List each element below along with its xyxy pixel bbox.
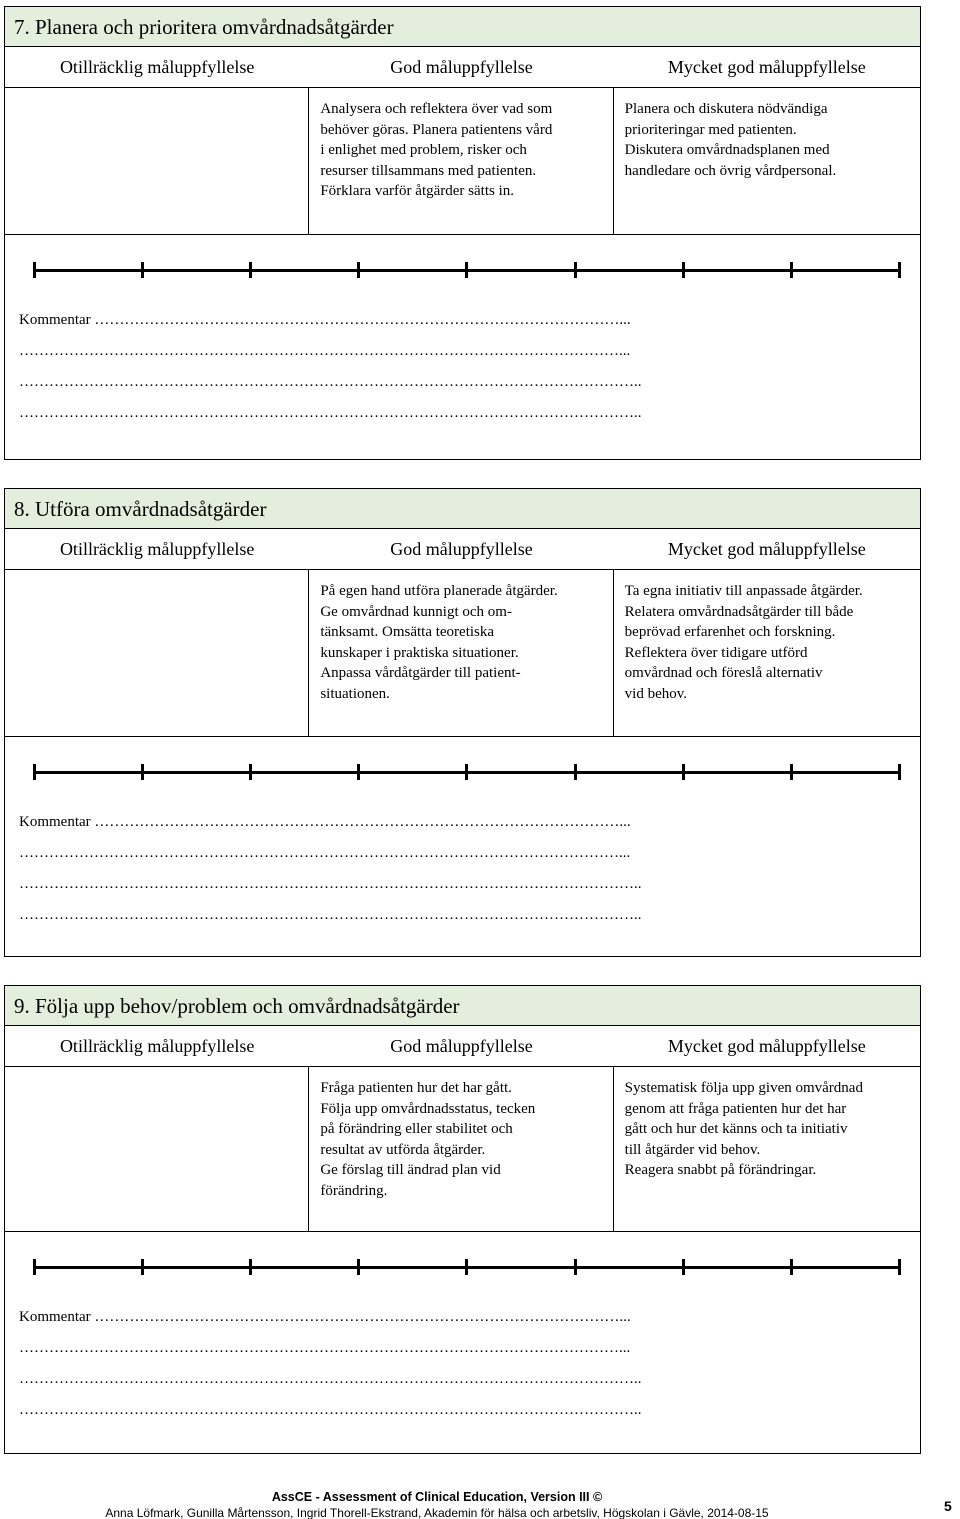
criteria-very-good xyxy=(614,1067,920,1231)
criteria-line: vid behov. xyxy=(624,685,688,702)
scale-tick[interactable] xyxy=(249,764,252,780)
scale-tick[interactable] xyxy=(790,1259,793,1275)
scale-tick[interactable] xyxy=(357,764,360,780)
assessment-scale[interactable] xyxy=(5,235,920,305)
scale-tick[interactable] xyxy=(357,262,360,278)
criteria-line: Ge omvårdnad kunnigt och om- xyxy=(320,603,512,620)
comment-line: …………………………………………………………………………………………………………... xyxy=(19,343,631,359)
criteria-line: handledare och övrig vårdpersonal. xyxy=(624,162,837,179)
scale-tick[interactable] xyxy=(141,764,144,780)
scale-tick[interactable] xyxy=(33,1259,36,1275)
scale-tick[interactable] xyxy=(574,262,577,278)
criteria-line: Relatera omvårdnadsåtgärder till både xyxy=(624,603,854,620)
criteria-line: Ge förslag till ändrad plan vid xyxy=(320,1162,501,1178)
level-good-label: God måluppfyllelse xyxy=(390,1035,533,1056)
criteria-row xyxy=(5,88,920,235)
scale-tick[interactable] xyxy=(141,1259,144,1275)
scale-tick[interactable] xyxy=(898,262,901,278)
criteria-line: kunskaper i praktiska situationer. xyxy=(320,644,519,661)
level-insufficient-label: Otillräcklig måluppfyllelse xyxy=(59,1035,255,1056)
criteria-line: resultat av utförda åtgärder. xyxy=(320,1141,486,1158)
level-very-good-label: Mycket god måluppfyllelse xyxy=(667,1035,866,1056)
level-very-good-label: Mycket god måluppfyllelse xyxy=(667,538,866,559)
scale-tick[interactable] xyxy=(898,1259,901,1275)
criteria-line: på förändring eller stabilitet och xyxy=(320,1121,513,1137)
comment-line: …………………………………………………………………………………………………………….. xyxy=(19,876,642,892)
criteria-row xyxy=(5,1067,920,1232)
assessment-scale[interactable] xyxy=(5,1232,920,1302)
criteria-line: i enlighet med problem, risker och xyxy=(320,142,527,158)
comment-line: Kommentar ……………………………………………………………………………………………... xyxy=(19,312,631,328)
criteria-line: situationen. xyxy=(320,685,390,702)
criteria-line: Diskutera omvårdnadsplanen med xyxy=(624,142,830,158)
level-header-row xyxy=(5,47,920,88)
criteria-line: Anpassa vårdåtgärder till patient- xyxy=(320,665,521,681)
criteria-line: omvårdnad och föreslå alternativ xyxy=(624,665,823,681)
criteria-line: förändring. xyxy=(320,1182,388,1199)
criteria-line: Ta egna initiativ till anpassade åtgärder. xyxy=(624,583,863,599)
scale-tick[interactable] xyxy=(682,764,685,780)
level-insufficient-label: Otillräcklig måluppfyllelse xyxy=(59,56,255,77)
scale-tick[interactable] xyxy=(465,1259,468,1275)
comment-area[interactable] xyxy=(5,807,920,931)
footer-authors: Anna Löfmark, Gunilla Mårtensson, Ingrid Thorell-Ekstrand, Akademin för hälsa och arbetsliv, Högskolan i Gävle, 2014-08-15 xyxy=(105,1506,769,1519)
criteria-line: Förklara varför åtgärder sätts in. xyxy=(320,183,515,199)
comment-area[interactable] xyxy=(5,1302,920,1426)
level-good-label: God måluppfyllelse xyxy=(390,538,533,559)
criteria-line: gått och hur det känns och ta initiativ xyxy=(624,1121,848,1137)
level-good-label: God måluppfyllelse xyxy=(390,56,533,77)
section-title: 8. Utföra omvårdnadsåtgärder xyxy=(5,489,920,529)
comment-line: …………………………………………………………………………………………………………... xyxy=(19,1340,631,1356)
level-header-row xyxy=(5,1026,920,1067)
criteria-line: Reagera snabbt på förändringar. xyxy=(624,1162,817,1178)
page-number: 5 xyxy=(944,1498,952,1514)
criteria-line: Reflektera över tidigare utförd xyxy=(624,644,808,661)
scale-tick[interactable] xyxy=(790,764,793,780)
criteria-good xyxy=(309,1067,613,1231)
section-8 xyxy=(4,488,921,957)
comment-line: Kommentar ……………………………………………………………………………………………... xyxy=(19,1309,631,1325)
scale-tick[interactable] xyxy=(898,764,901,780)
comment-line: …………………………………………………………………………………………………………….. xyxy=(19,1371,642,1387)
criteria-row xyxy=(5,570,920,737)
scale-tick[interactable] xyxy=(33,262,36,278)
scale-tick[interactable] xyxy=(465,764,468,780)
section-title: 7. Planera och prioritera omvårdnadsåtgärder xyxy=(5,7,920,47)
criteria-line: beprövad erfarenhet och forskning. xyxy=(624,624,836,640)
comment-line: Kommentar ……………………………………………………………………………………………... xyxy=(19,814,631,830)
comment-line: …………………………………………………………………………………………………………... xyxy=(19,845,631,861)
criteria-line: Följa upp omvårdnadsstatus, tecken xyxy=(320,1100,536,1117)
scale-tick[interactable] xyxy=(790,262,793,278)
assessment-scale[interactable] xyxy=(5,737,920,807)
section-7 xyxy=(4,6,921,460)
criteria-good xyxy=(309,570,613,736)
level-header-row xyxy=(5,529,920,570)
scale-tick[interactable] xyxy=(682,1259,685,1275)
criteria-line: till åtgärder vid behov. xyxy=(624,1141,761,1158)
scale-tick[interactable] xyxy=(682,262,685,278)
criteria-line: Planera och diskutera nödvändiga xyxy=(624,101,828,117)
scale-tick[interactable] xyxy=(574,1259,577,1275)
scale-tick[interactable] xyxy=(33,764,36,780)
footer-title: AssCE - Assessment of Clinical Education, Version III © xyxy=(271,1490,603,1504)
criteria-very-good xyxy=(614,88,920,234)
section-title: 9. Följa upp behov/problem och omvårdnadsåtgärder xyxy=(5,986,920,1026)
section-9 xyxy=(4,985,921,1454)
scale-tick[interactable] xyxy=(574,764,577,780)
criteria-very-good xyxy=(614,570,920,736)
comment-line: …………………………………………………………………………………………………………….. xyxy=(19,374,642,390)
level-insufficient-label: Otillräcklig måluppfyllelse xyxy=(59,538,255,559)
criteria-line: Fråga patienten hur det har gått. xyxy=(320,1080,512,1096)
criteria-line: prioriteringar med patienten. xyxy=(624,121,797,138)
criteria-line: resurser tillsammans med patienten. xyxy=(320,162,537,179)
criteria-insufficient xyxy=(5,570,309,736)
criteria-line: behöver göras. Planera patientens vård xyxy=(320,121,553,138)
scale-tick[interactable] xyxy=(249,1259,252,1275)
comment-line: …………………………………………………………………………………………………………….. xyxy=(19,907,642,923)
criteria-line: genom att fråga patienten hur det har xyxy=(624,1100,847,1117)
scale-tick[interactable] xyxy=(249,262,252,278)
scale-tick[interactable] xyxy=(141,262,144,278)
criteria-line: Analysera och reflektera över vad som xyxy=(320,101,553,117)
criteria-line: På egen hand utföra planerade åtgärder. xyxy=(320,583,558,599)
comment-line: …………………………………………………………………………………………………………….. xyxy=(19,405,642,421)
criteria-insufficient xyxy=(5,88,309,234)
level-very-good-label: Mycket god måluppfyllelse xyxy=(667,56,866,77)
criteria-insufficient xyxy=(5,1067,309,1231)
criteria-good xyxy=(309,88,613,234)
criteria-line: Systematisk följa upp given omvårdnad xyxy=(624,1080,863,1096)
scale-tick[interactable] xyxy=(357,1259,360,1275)
comment-area[interactable] xyxy=(5,305,920,429)
comment-line: …………………………………………………………………………………………………………….. xyxy=(19,1402,642,1418)
scale-tick[interactable] xyxy=(465,262,468,278)
criteria-line: tänksamt. Omsätta teoretiska xyxy=(320,624,495,640)
